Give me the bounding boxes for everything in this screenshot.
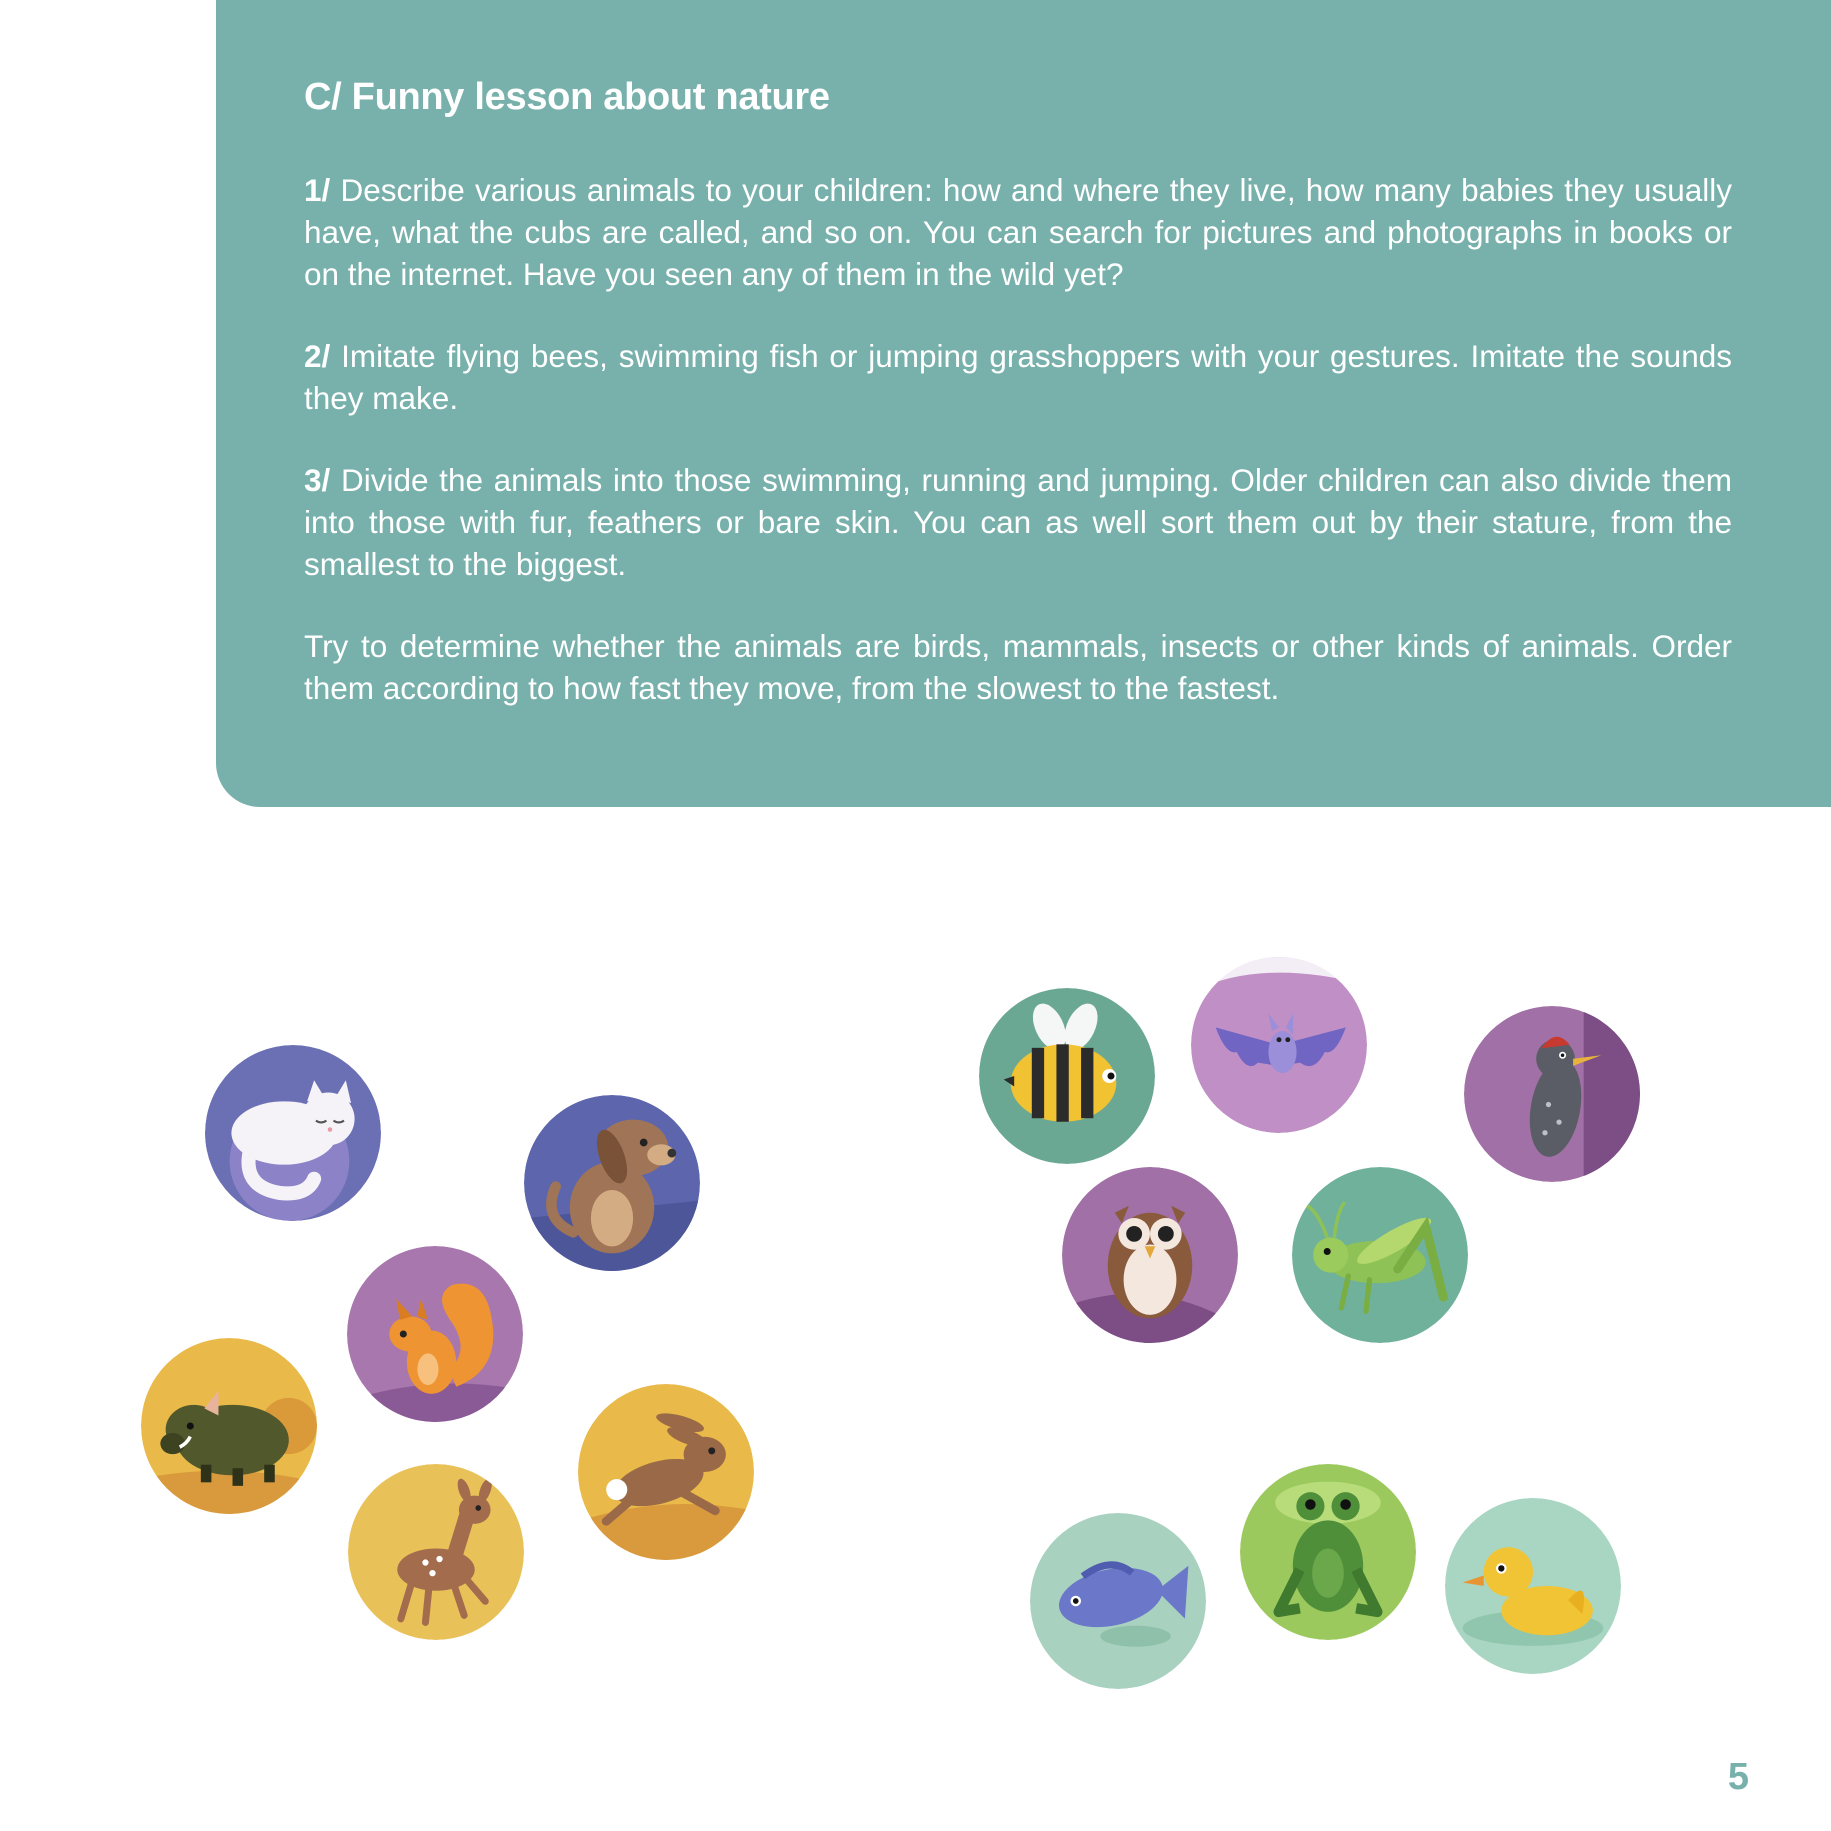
lesson-paragraph-4 [304, 625, 1732, 709]
page-number: 5 [1727, 1756, 1749, 1798]
frog-sticker [1240, 1464, 1416, 1640]
lesson-paragraph-2 [304, 335, 1732, 419]
lesson-heading: C/ Funny lesson about nature [304, 76, 830, 118]
bee-sticker [979, 988, 1155, 1164]
boar-sticker [141, 1338, 317, 1514]
fish-sticker [1030, 1513, 1206, 1689]
paragraph-text: Divide the animals into those swimming, running and jumping. Older children can also divide them into those with fur, feathers or bare skin. You can as well sort them out by their stature, from the smallest to the biggest. [304, 462, 1732, 582]
duckling-sticker [1445, 1498, 1621, 1674]
lesson-content [304, 76, 1732, 709]
deer-sticker [348, 1464, 524, 1640]
woodpecker-sticker [1464, 1006, 1640, 1182]
lesson-paragraph-1 [304, 169, 1732, 295]
paragraph-text: Try to determine whether the animals are birds, mammals, insects or other kinds of animals. Order them according to how fast they move, from the slowest to the fastest. [304, 628, 1732, 706]
squirrel-sticker [347, 1246, 523, 1422]
paragraph-text: Describe various animals to your children: how and where they live, how many babies they usually have, what the cubs are called, and so on. You can search for pictures and photographs in books or on the internet. Have you seen any of them in the wild yet? [304, 172, 1732, 292]
lesson-panel [216, 0, 1831, 807]
paragraph-number: 3/ [304, 462, 331, 498]
bat-sticker [1191, 957, 1367, 1133]
hare-sticker [578, 1384, 754, 1560]
lesson-paragraph-3 [304, 459, 1732, 585]
dog-sticker [524, 1095, 700, 1271]
owl-sticker [1062, 1167, 1238, 1343]
grasshopper-sticker [1292, 1167, 1468, 1343]
paragraph-number: 1/ [304, 172, 331, 208]
paragraph-number: 2/ [304, 338, 331, 374]
paragraph-text: Imitate flying bees, swimming fish or jumping grasshoppers with your gestures. Imitate the sounds they make. [304, 338, 1732, 416]
cat-sticker [205, 1045, 381, 1221]
